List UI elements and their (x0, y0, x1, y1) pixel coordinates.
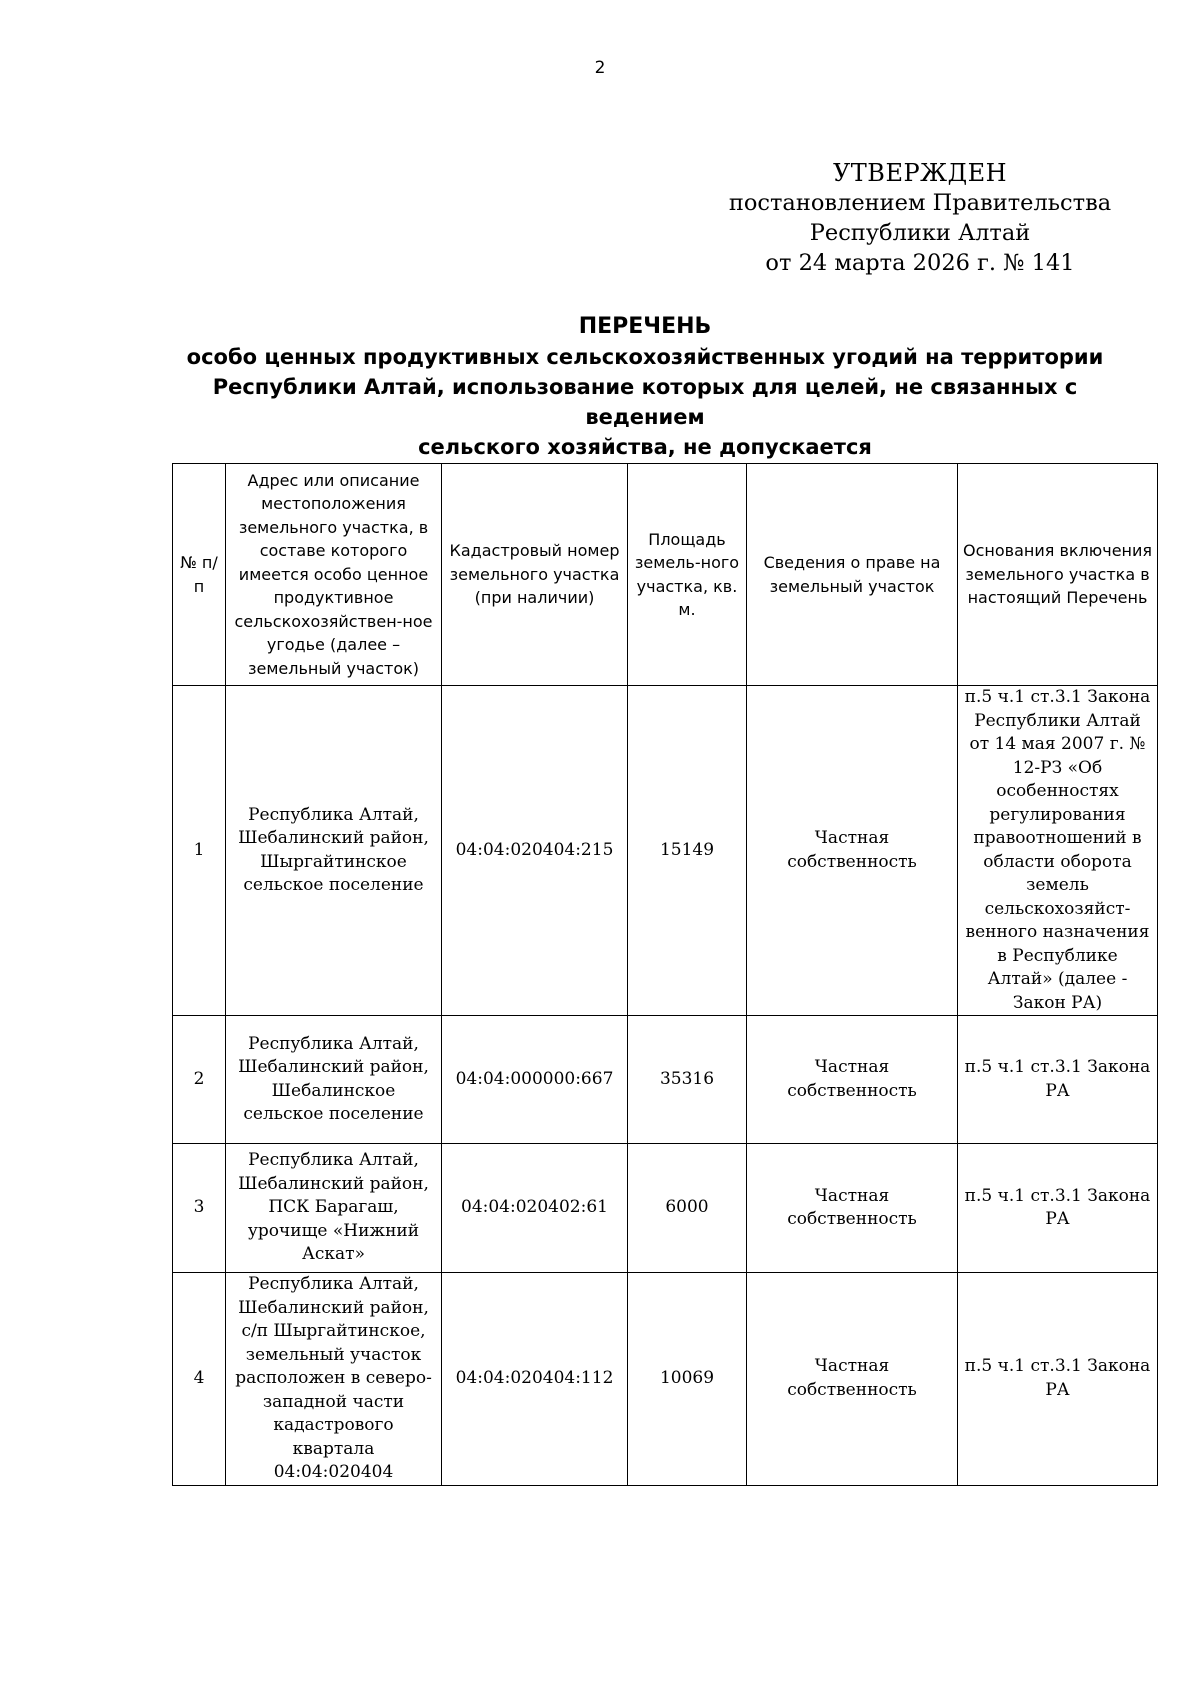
document-title-line-3: сельского хозяйства, не допускается (418, 435, 872, 459)
approval-line-1: постановлением Правительства (728, 190, 1112, 216)
cell-cadastral: 04:04:020404:215 (442, 686, 628, 1016)
header-num: № п/п (173, 464, 226, 686)
document-title-line-1: особо ценных продуктивных сельскохозяйственных угодий на территории (186, 345, 1104, 369)
cell-right: Частная собственность (747, 1273, 958, 1486)
cell-address: Республика Алтай, Шебалинский район, с/п Шыргайтинское, земельный участок расположен в северо-западной части кадастрового квартала 04:04:020404 (226, 1273, 442, 1486)
header-address: Адрес или описание местоположения земельного участка, в составе которого имеется особо ценное продуктивное сельскохозяйствен-ное угодье (далее – земельный участок) (226, 464, 442, 686)
approval-line-2: Республики Алтай (809, 220, 1031, 246)
cell-address: Республика Алтай, Шебалинский район, ПСК Барагаш, урочище «Нижний Аскат» (226, 1144, 442, 1273)
cell-basis: п.5 ч.1 ст.3.1 Закона РА (958, 1144, 1158, 1273)
cell-area: 15149 (628, 686, 747, 1016)
approval-title: УТВЕРЖДЕН (832, 159, 1008, 187)
document-title-main: ПЕРЕЧЕНЬ (578, 314, 712, 339)
land-plots-table (172, 463, 1158, 1486)
header-right: Сведения о праве на земельный участок (747, 464, 958, 686)
cell-address: Республика Алтай, Шебалинский район, Шебалинское сельское поселение (226, 1016, 442, 1144)
header-cadastral: Кадастровый номер земельного участка (при наличии) (442, 464, 628, 686)
cell-num: 4 (173, 1273, 226, 1486)
cell-num: 3 (173, 1144, 226, 1273)
cell-address: Республика Алтай, Шебалинский район, Шыргайтинское сельское поселение (226, 686, 442, 1016)
cell-area: 10069 (628, 1273, 747, 1486)
document-title-line-2: Республики Алтай, использование которых для целей, не связанных с ведением (212, 375, 1078, 429)
table-header-row (173, 464, 1158, 686)
cell-area: 35316 (628, 1016, 747, 1144)
cell-right: Частная собственность (747, 1144, 958, 1273)
cell-num: 2 (173, 1016, 226, 1144)
approval-stamp (700, 158, 1140, 278)
table-row (173, 1144, 1158, 1273)
cell-num: 1 (173, 686, 226, 1016)
cell-basis: п.5 ч.1 ст.3.1 Закона Республики Алтай от 14 мая 2007 г. № 12-РЗ «Об особенностях регулирования правоотношений в области оборота земель сельскохозяйст-венного назначения в Республике Алтай» (далее - Закон РА) (958, 686, 1158, 1016)
cell-area: 6000 (628, 1144, 747, 1273)
table-row (173, 1016, 1158, 1144)
page-number: 2 (594, 58, 606, 78)
document-title (175, 312, 1115, 462)
table-row (173, 686, 1158, 1016)
cell-cadastral: 04:04:000000:667 (442, 1016, 628, 1144)
cell-right: Частная собственность (747, 1016, 958, 1144)
approval-line-3: от 24 марта 2026 г. № 141 (765, 250, 1075, 276)
header-basis: Основания включения земельного участка в настоящий Перечень (958, 464, 1158, 686)
cell-cadastral: 04:04:020402:61 (442, 1144, 628, 1273)
cell-right: Частная собственность (747, 686, 958, 1016)
cell-cadastral: 04:04:020404:112 (442, 1273, 628, 1486)
cell-basis: п.5 ч.1 ст.3.1 Закона РА (958, 1273, 1158, 1486)
header-area: Площадь земель-ного участка, кв. м. (628, 464, 747, 686)
cell-basis: п.5 ч.1 ст.3.1 Закона РА (958, 1016, 1158, 1144)
table-row (173, 1273, 1158, 1486)
